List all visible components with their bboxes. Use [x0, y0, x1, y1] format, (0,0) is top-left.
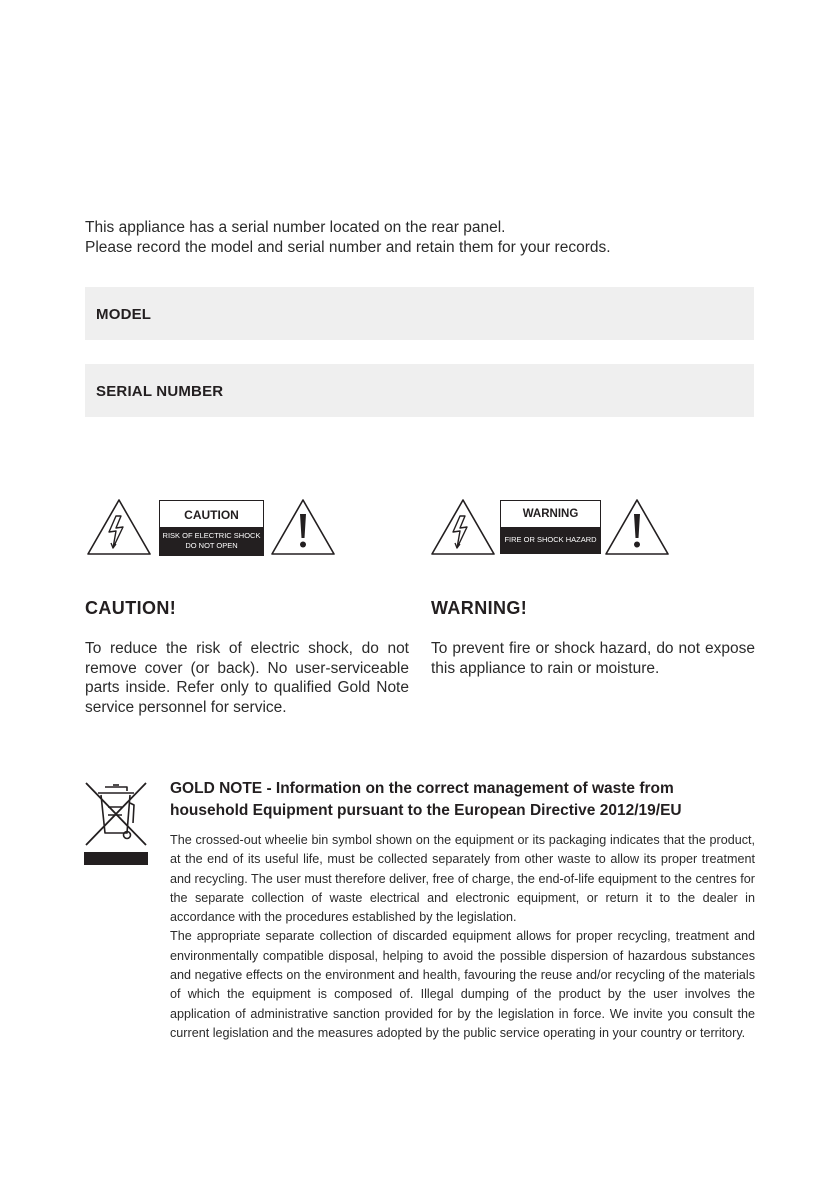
- caution-label-title: CAUTION: [184, 508, 239, 522]
- model-field[interactable]: [85, 287, 754, 340]
- weee-paragraph-2: The appropriate separate collection of discarded equipment allows for proper recycling, treatment and environmentally compatible disposal, helping to avoid the possible dispersion of hazardous substances and negative effects on the environment and health, favouring the reuse and/or recycling of the materials of which the equipment is composed of. Illegal dumping of the product by the user involves the application of administrative sanction provided for by the legislation in force. We invite you consult the current legislation and the measures adopted by the public service operating in your country or territory.: [170, 929, 755, 1040]
- warning-body: To prevent fire or shock hazard, do not expose this appliance to rain or moisture.: [431, 640, 755, 677]
- weee-title-line-1: GOLD NOTE - Information on the correct management of waste from: [170, 780, 674, 797]
- weee-body: [170, 831, 755, 1043]
- warning-label-title: WARNING: [522, 508, 579, 520]
- caution-label-subtext: [160, 527, 263, 555]
- model-label: MODEL: [96, 306, 152, 323]
- warning-sign: [430, 498, 672, 558]
- exclamation-icon: [604, 498, 670, 556]
- caution-label: [159, 500, 264, 556]
- caution-sign: [86, 498, 338, 558]
- intro-text: [85, 218, 765, 258]
- caution-body: To reduce the risk of electric shock, do not remove cover (or back). No user-serviceable parts inside. Refer only to qualified Gold Note service personnel for service.: [85, 640, 409, 716]
- intro-line-1: This appliance has a serial number located on the rear panel.: [85, 219, 506, 236]
- serial-number-field[interactable]: [85, 364, 754, 417]
- caution-heading: CAUTION!: [85, 598, 177, 618]
- warning-heading: WARNING!: [431, 598, 528, 618]
- warning-label-subtext: FIRE OR SHOCK HAZARD: [501, 527, 600, 553]
- weee-paragraph-1: The crossed-out wheelie bin symbol shown on the equipment or its packaging indicates that the product, at the end of its useful life, must be collected separately from other waste to allow its proper treatment and recycling. The user must therefore deliver, free of charge, the end-of-life equipment to the centres for the separate collection of waste electrical and electronic equipment, or return it to the dealer in accordance with the procedures established by the legislation.: [170, 833, 755, 925]
- warning-label: [500, 500, 601, 554]
- crossed-out-bin-icon: [84, 781, 148, 865]
- weee-title-line-2: household Equipment pursuant to the European Directive 2012/19/EU: [170, 802, 682, 819]
- exclamation-icon: [270, 498, 336, 556]
- electric-shock-icon: [86, 498, 152, 556]
- electric-shock-icon: [430, 498, 496, 556]
- caution-label-line-1: RISK OF ELECTRIC SHOCK: [162, 531, 261, 540]
- serial-number-label: SERIAL NUMBER: [96, 383, 224, 400]
- weee-title: [170, 778, 760, 822]
- caution-label-line-2: DO NOT OPEN: [185, 541, 238, 550]
- intro-line-2: Please record the model and serial number and retain them for your records.: [85, 239, 611, 256]
